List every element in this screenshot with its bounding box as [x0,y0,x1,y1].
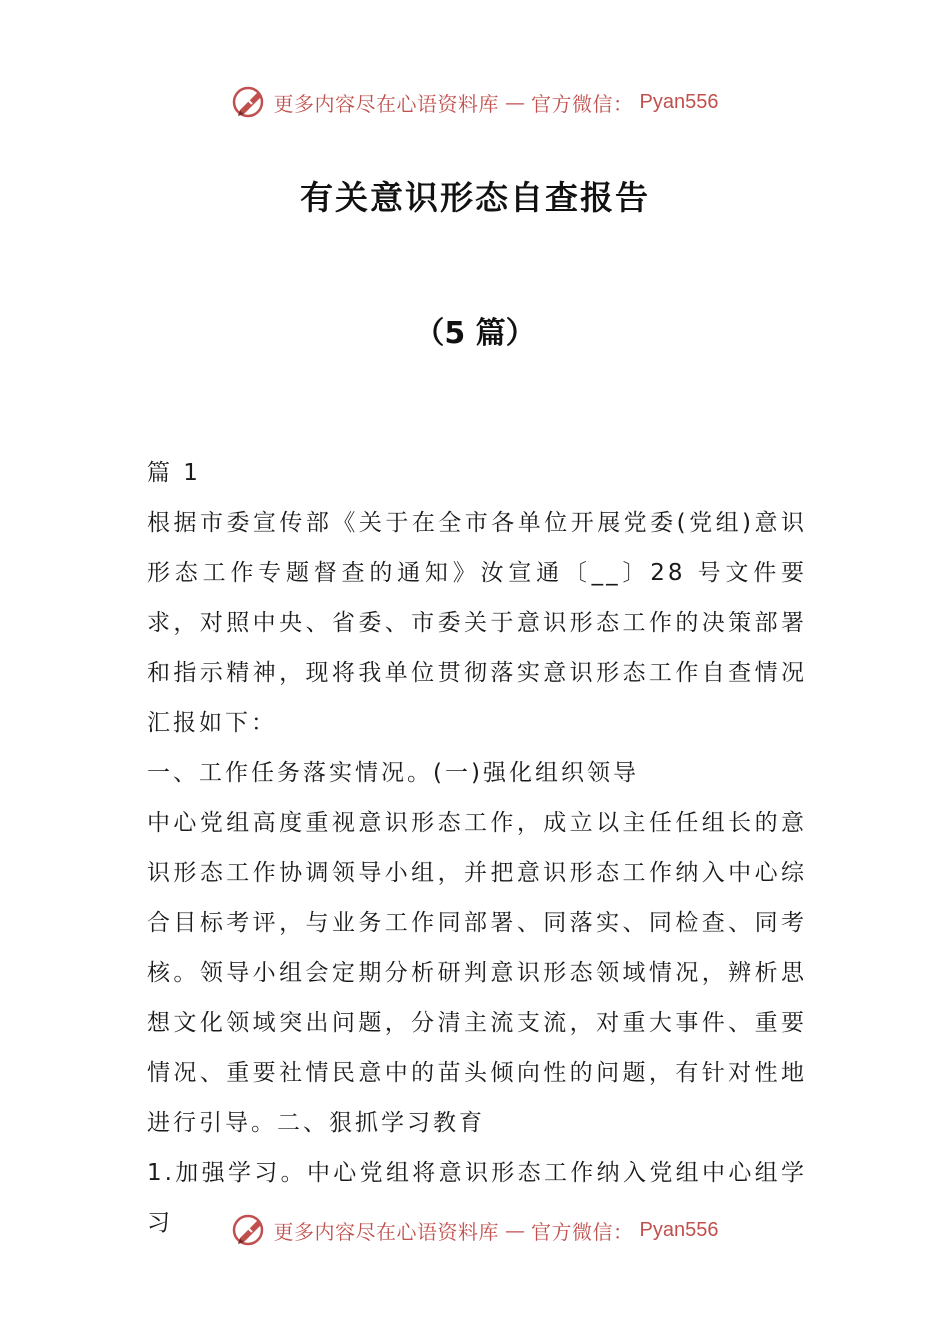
body-paragraph: 中心党组高度重视意识形态工作，成立以主任任组长的意识形态工作协调领导小组，并把意识形态工作纳入中心综合目标考评，与业务工作同部署、同落实、同检查、同考核。领导小组会定期分析研判意识形态领域情况，辨析思想文化领域突出问题，分清主流支流，对重大事件、重要情况、重要社情民意中的苗头倾向性的问题，有针对性地进行引导。二、狠抓学习教育 [147,810,807,1136]
document-title: 有关意识形态自查报告 [300,178,650,217]
banner-text: 更多内容尽在心语资料库 [273,91,500,116]
banner-wechat-id: Pyan556 [639,1218,719,1241]
body-paragraph: 一、工作任务落实情况。(一)强化组织领导 [147,760,639,786]
banner-label: 官方微信： [531,1219,634,1244]
section-heading: 篇 1 [147,460,201,486]
pen-logo-icon [232,1212,268,1248]
banner-separator: — [505,1218,526,1242]
body-paragraph: 1.加强学习。中心党组将意识形态工作纳入党组中心组学习 [147,1160,807,1236]
body-paragraph: 根据市委宣传部《关于在全市各单位开展党委(党组)意识形态工作专题督查的通知》汝宣通〔__〕28 号文件要求，对照中央、省委、市委关于意识形态工作的决策部署和指示精神，现将我单位贯彻落实意识形态工作自查情况汇报如下： [147,510,807,736]
banner-separator: — [505,90,526,114]
document-subtitle: （5 篇） [414,316,536,351]
banner-text: 更多内容尽在心语资料库 [273,1219,500,1244]
banner-wechat-id: Pyan556 [639,90,719,113]
banner-label: 官方微信： [531,91,634,116]
footer-watermark-banner [0,1210,950,1250]
document-body [147,448,807,1248]
header-watermark-banner [0,82,950,122]
pen-logo-icon [232,84,268,120]
